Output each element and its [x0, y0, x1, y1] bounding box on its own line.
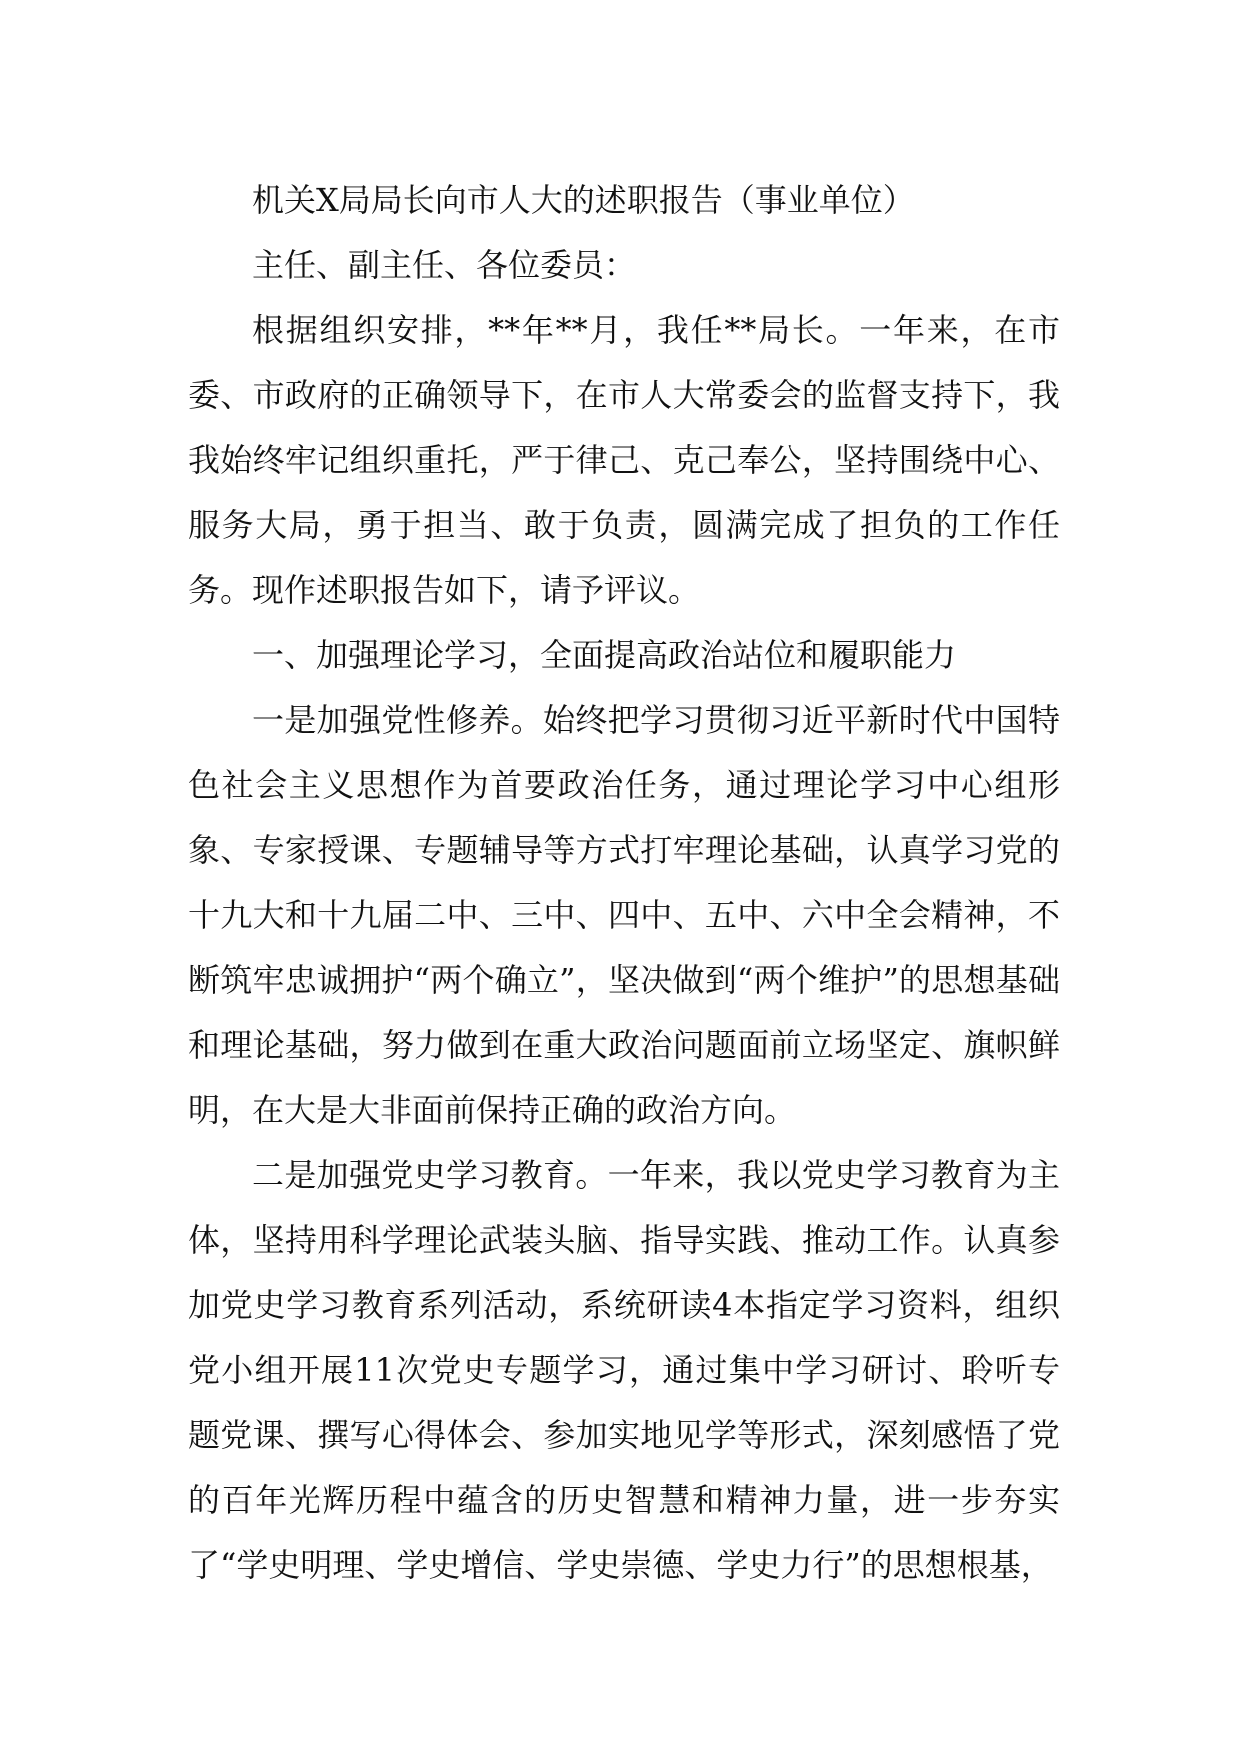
- paragraph-intro: 根据组织安排，**年**月，我任**局长。一年来，在市委、市政府的正确领导下，在市人大常委会的监督支持下，我我始终牢记组织重托，严于律己、克己奉公，坚持围绕中心、服务大局，勇于担当、敢于负责，圆满完成了担负的工作任务。现作述职报告如下，请予评议。: [188, 311, 1060, 609]
- salutation: 主任、副主任、各位委员：: [252, 246, 637, 284]
- paragraph-party-history-study: 二是加强党史学习教育。一年来，我以党史学习教育为主体，坚持用科学理论武装头脑、指导实践、推动工作。认真参加党史学习教育系列活动，系统研读4本指定学习资料，组织党小组开展11次党史专题学习，通过集中学习研讨、聆听专题党课、撰写心得体会、参加实地见学等形式，深刻感悟了党的百年光辉历程中蕴含的历史智慧和精神力量，进一步夯实了“学史明理、学史增信、学史崇德、学史力行”的思想根基，: [188, 1156, 1060, 1584]
- paragraph-party-cultivation: 一是加强党性修养。始终把学习贯彻习近平新时代中国特色社会主义思想作为首要政治任务，通过理论学习中心组形象、专家授课、专题辅导等方式打牢理论基础，认真学习党的十九大和十九届二中、三中、四中、五中、六中全会精神，不断筑牢忠诚拥护“两个确立”，坚决做到“两个维护”的思想基础和理论基础，努力做到在重大政治问题面前立场坚定、旗帜鲜明，在大是大非面前保持正确的政治方向。: [188, 701, 1060, 1129]
- section-heading-1: 一、加强理论学习，全面提高政治站位和履职能力: [252, 636, 957, 674]
- document-body: [188, 168, 1060, 1598]
- document-title: 机关X局局长向市人大的述职报告（事业单位）: [252, 181, 915, 219]
